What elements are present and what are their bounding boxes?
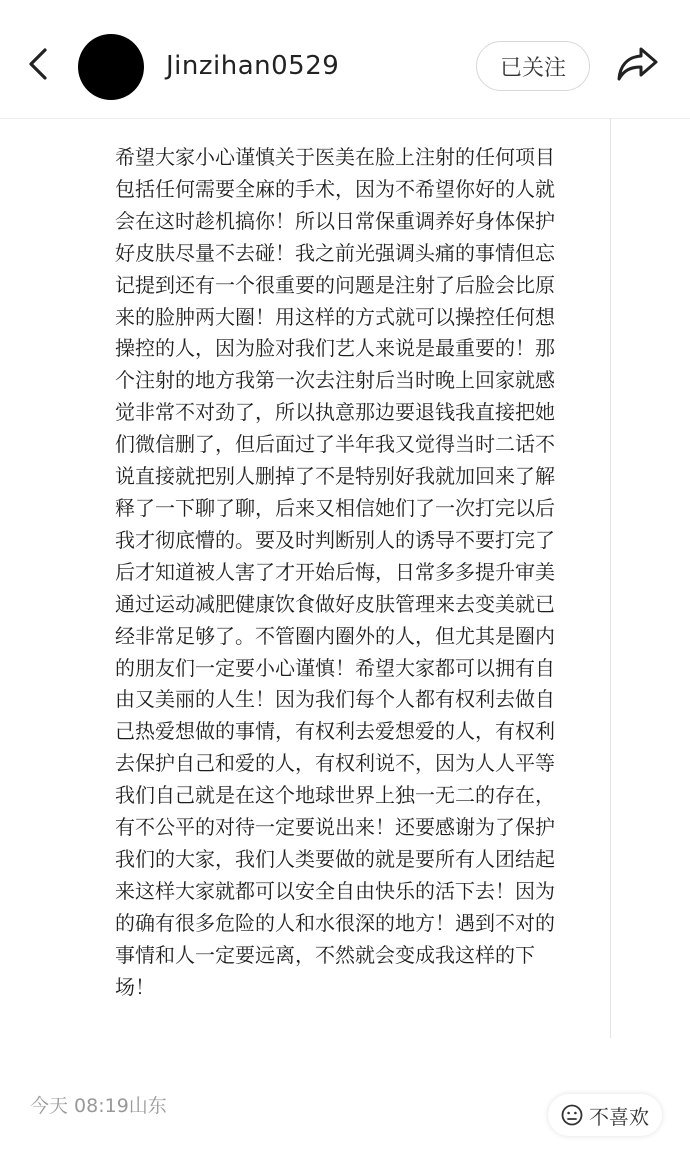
top-bar [0,0,690,119]
sad-face-icon [561,1104,583,1126]
back-button[interactable] [20,44,56,88]
avatar[interactable] [78,34,144,100]
share-button[interactable] [612,44,662,88]
chevron-left-icon [27,47,49,85]
username[interactable]: Jinzihan0529 [166,51,340,81]
post-text: 希望大家小心谨慎关于医美在脸上注射的任何项目 包括任何需要全麻的手术，因为不希望你好的人就 会在这时趁机搞你！所以日常保重调养好身体保护 好皮肤尽量不去碰！我之前光强调头痛的事情但忘 记提到还有一个很重要的问题是注射了后脸会比原 来的脸肿两大圈！用这样的方式就可以操控任何想 操控的人，因为脸对我们艺人来说是最重要的！那 个注射的地方我第一次去注射后当时晚上回家就感 觉非常不对劲了，所以执意那边要退钱我直接把她 们微信删了，但后面过了半年我又觉得当时二话不 说直接就把别人删掉了不是特别好我就加回来了解 释了一下聊了聊，后来又相信她们了一次打完以后 我才彻底懵的。要及时判断别人的诱导不要打完了 后才知道被人害了才开始后悔，日常多多提升审美 通过运动减肥健康饮食做好皮肤管理来去变美就已 经非常足够了。不管圈内圈外的人，但尤其是圈内 的朋友们一定要小心谨慎！希望大家都可以拥有自 由又美丽的人生！因为我们每个人都有权利去做自 己热爱想做的事情，有权利去爱想爱的人，有权利 去保护自己和爱的人，有权利说不，因为人人平等 我们自己就是在这个地球世界上独一无二的存在， 有不公平的对待一定要说出来！还要感谢为了保护 我们的大家，我们人类要做的就是要所有人团结起 来这样大家就都可以安全自由快乐的活下去！因为 的确有很多危险的人和水很深的地方！遇到不对的 事情和人一定要远离，不然就会变成我这样的下 场！ [115,145,555,999]
share-arrow-icon [615,45,659,87]
dislike-label: 不喜欢 [589,1104,649,1129]
following-button[interactable]: 已关注 [476,41,590,91]
dislike-button[interactable] [548,1094,662,1136]
post-meta: 今天 08:19山东 [30,1095,167,1117]
